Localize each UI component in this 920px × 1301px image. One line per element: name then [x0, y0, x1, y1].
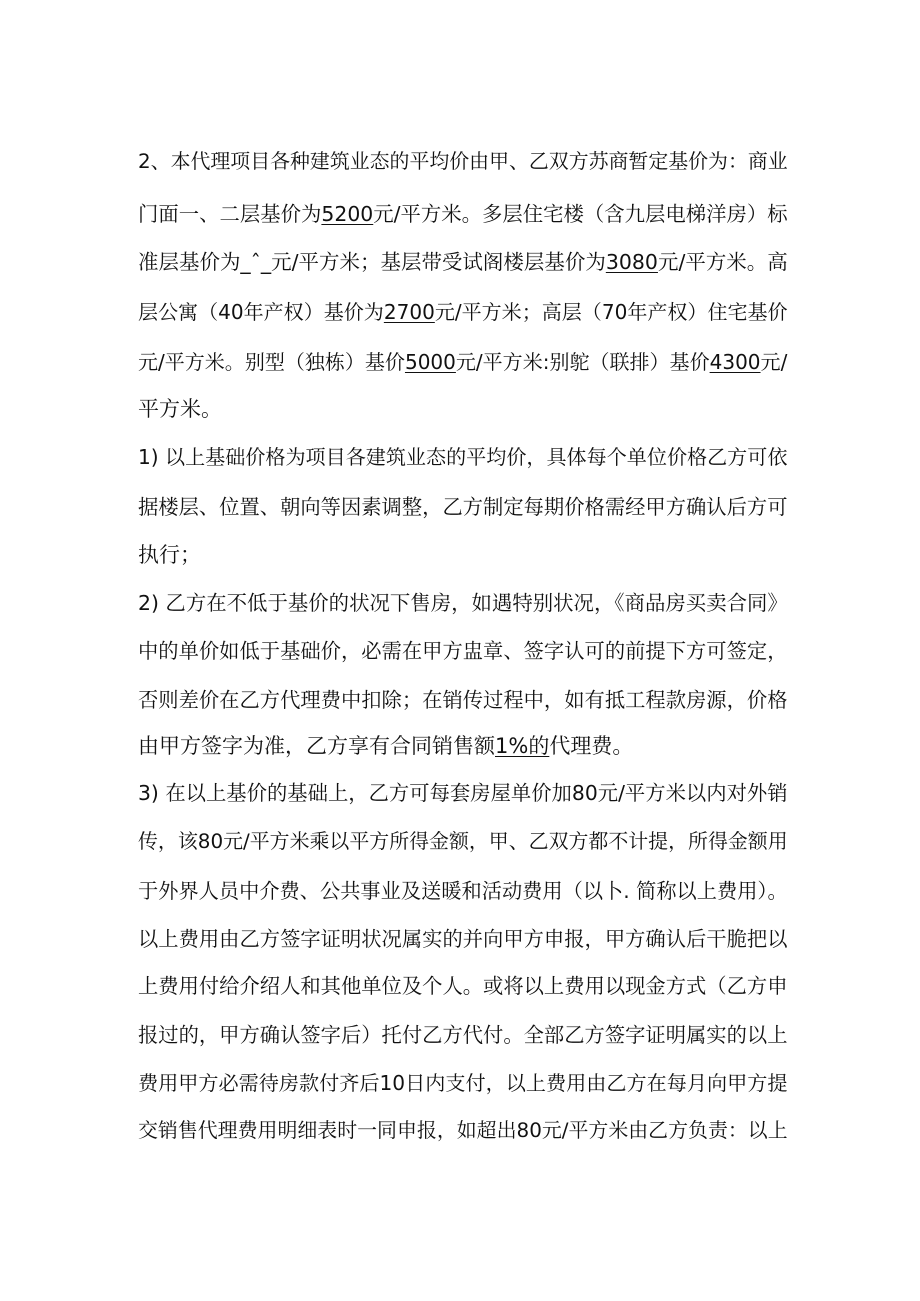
- text-line: [138, 142, 788, 182]
- text-segment: 1) 以上基础价格为项目各建筑业态的平均价，具体每个单位价格乙方可依: [138, 445, 788, 469]
- text-segment: 由甲方签字为准，乙方享有合同销售额: [138, 734, 495, 758]
- text-line: [138, 773, 788, 813]
- text-line: [138, 583, 788, 623]
- text-line: [138, 437, 788, 477]
- text-line: [138, 535, 788, 575]
- text-line: [138, 487, 788, 527]
- text-line: [138, 242, 788, 282]
- text-segment: 于外界人员中介费、公共事业及送暖和活动费用（以卜. 简称以上费用）。: [138, 879, 788, 903]
- underlined-price: 5200: [321, 202, 374, 226]
- text-segment: 代理费。: [549, 734, 634, 758]
- text-segment: 门面一、二层基价为: [138, 202, 322, 226]
- text-line: [138, 1015, 788, 1055]
- text-line: [138, 194, 788, 234]
- text-segment: 元/平方米。别型（独栋）基价: [138, 350, 405, 374]
- text-segment: 2、本代理项目各种建筑业态的平均价由甲、乙双方苏商暂定基价为：商业: [138, 150, 788, 173]
- text-segment: 2) 乙方在不低于基价的状况下售房，如遇特别状况，《商品房买卖合同》: [138, 591, 788, 615]
- text-segment: 元/平方米；高层（70年产权）住宅基价: [434, 300, 788, 324]
- text-line: [138, 389, 788, 429]
- text-segment: 传，该80元/平方米乘以平方所得金额，甲、乙双方都不计提，所得金额用: [138, 830, 788, 853]
- text-segment: 费用甲方必需待房款付齐后10日内支付，以上费用由乙方在每月向甲方提: [138, 1071, 788, 1095]
- text-line: [138, 1111, 788, 1151]
- underlined-price: 4300: [709, 350, 761, 374]
- text-line: [138, 822, 788, 862]
- text-line: [138, 680, 788, 720]
- text-segment: 元/平方米:别鸵（联排）基价: [455, 350, 710, 374]
- text-line: [138, 871, 788, 911]
- text-segment: 否则差价在乙方代理费中扣除；在销传过程中，如有抵工程款房源，价格: [138, 688, 788, 712]
- text-segment: 执行；: [138, 543, 201, 567]
- text-line: [138, 1063, 788, 1103]
- text-line: [138, 292, 788, 332]
- text-segment: 中的单价如低于基础价，必需在甲方盅章、签字认可的前提下方可签定，: [138, 639, 788, 663]
- text-segment: 层公寓（40年产权）基价为: [138, 300, 384, 324]
- underlined-price: 5000: [404, 350, 456, 374]
- text-line: [138, 919, 788, 959]
- text-segment: 据楼层、位置、朝向等因素调整，乙方制定每期价格需经甲方确认后方可: [138, 495, 788, 519]
- text-segment: 元/平方米。多层住宅楼（含九层电梯洋房）标: [373, 202, 788, 226]
- text-segment: 上费用付给介绍人和其他单位及个人。或将以上费用以现金方式（乙方申: [138, 974, 788, 998]
- text-line: [138, 726, 788, 766]
- text-segment: 元/: [760, 350, 788, 374]
- text-segment: 3) 在以上基价的基础上，乙方可每套房屋单价加80元/平方米以内对外销: [138, 781, 788, 805]
- text-segment: 交销售代理费用明细表时一同申报，如超出80元/平方米由乙方负责：以上: [138, 1119, 788, 1142]
- text-line: [138, 342, 788, 382]
- text-segment: 元/平方米。高: [657, 250, 788, 274]
- text-segment: 平方米。: [138, 397, 222, 421]
- text-segment: 报过的，甲方确认签字后）托付乙方代付。全部乙方签字证明属实的以上: [138, 1023, 788, 1047]
- text-line: [138, 631, 788, 671]
- underlined-price: 2700: [383, 300, 435, 324]
- underlined-price: 3080: [605, 250, 658, 274]
- text-segment: 以上费用由乙方签字证明状况属实的并向甲方申报，甲方确认后干脆把以: [138, 927, 788, 951]
- text-segment: 准层基价为_ˆ_元/平方米；基层带受试阁楼层基价为: [138, 250, 606, 274]
- text-line: [138, 966, 788, 1006]
- underlined-percentage: 1%的: [495, 734, 550, 758]
